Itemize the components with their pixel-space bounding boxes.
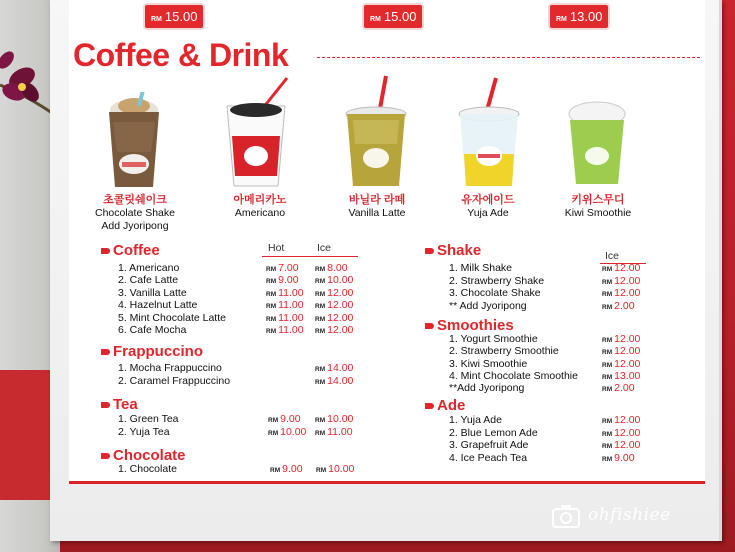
price-value: 11.00 <box>278 324 304 336</box>
menu-item-name: 4. Hazelnut Latte <box>118 299 198 312</box>
currency-label: RM <box>602 266 613 273</box>
currency-label: RM <box>266 328 277 335</box>
menu-item-name: 1. Americano <box>118 262 180 274</box>
currency-label: RM <box>268 430 279 437</box>
price <box>315 413 353 425</box>
currency-label: RM <box>315 303 326 311</box>
drink-card-vanilla-latte <box>327 194 427 220</box>
price <box>602 287 640 299</box>
price <box>602 370 640 382</box>
cup-bullet-icon <box>101 402 110 408</box>
currency-label: RM <box>315 430 326 437</box>
price <box>270 463 303 475</box>
menu-item-name: 2. Strawberry Smoothie <box>449 345 559 358</box>
drink-english-name: Chocolate Shake <box>95 207 175 219</box>
cup-bullet-icon <box>101 349 110 355</box>
price-value: 12.00 <box>614 262 641 274</box>
price-value: 12.00 <box>327 299 354 312</box>
currency-label: RM <box>151 16 162 23</box>
currency-label: RM <box>602 443 613 450</box>
currency-label: RM <box>266 315 277 323</box>
menu-item-name: 2. Caramel Frappuccino <box>118 375 231 387</box>
section-title: Chocolate <box>113 447 186 464</box>
menu-item-name: 1. Yuja Ade <box>449 414 502 426</box>
price <box>266 287 304 299</box>
cup-bullet-icon <box>425 248 434 254</box>
price-value: 12.00 <box>327 324 354 336</box>
menu-item-name: 6. Cafe Mocha <box>118 324 187 336</box>
drink-english-name: Americano <box>234 207 286 219</box>
currency-label: RM <box>266 290 277 298</box>
section-title: Tea <box>113 396 138 413</box>
price-amount: 15.00 <box>383 9 417 24</box>
price-value: 12.00 <box>327 286 354 299</box>
left-header-rule <box>262 256 358 257</box>
section-smoothies-heading <box>425 317 514 334</box>
price <box>602 382 635 394</box>
drink-korean-name: 키위스무디 <box>571 194 625 206</box>
drink-card-kiwi-smoothie <box>548 194 648 220</box>
price-value: 11.00 <box>278 299 304 312</box>
drink-card-yuja-ade <box>438 194 538 220</box>
price <box>602 358 640 370</box>
currency-label: RM <box>268 417 279 424</box>
menu-item-name: 1. Green Tea <box>118 413 179 425</box>
menu-item-name: ** Add Jyoripong <box>449 299 527 312</box>
currency-label: RM <box>316 467 327 474</box>
cup-bullet-icon <box>101 248 110 254</box>
price <box>602 333 640 345</box>
menu-title: Coffee & Drink <box>73 37 289 73</box>
price <box>266 324 304 336</box>
price-value: 12.00 <box>614 287 641 299</box>
price-value: 9.00 <box>280 413 301 425</box>
americano-cup-icon <box>223 76 289 190</box>
price <box>315 262 348 274</box>
currency-label: RM <box>315 278 326 286</box>
price <box>602 414 640 426</box>
watermark-text: ohfishiee <box>588 505 671 525</box>
price-value: 11.00 <box>278 311 304 324</box>
right-ice-column-header: Ice <box>605 250 620 262</box>
menu-item-name: 5. Mint Chocolate Latte <box>118 311 226 324</box>
price <box>315 312 353 324</box>
top-price-tag-2 <box>364 5 422 28</box>
section-title: Frappuccino <box>113 343 204 360</box>
price <box>266 262 299 274</box>
price-value: 7.00 <box>278 262 299 274</box>
price-value: 10.00 <box>327 413 354 425</box>
ice-column-header: Ice <box>317 242 332 254</box>
camera-icon <box>550 500 582 532</box>
currency-label: RM <box>370 16 381 23</box>
section-chocolate-heading <box>101 447 186 464</box>
drink-korean-name: 초콜릿쉐이크 <box>103 194 167 206</box>
price-value: 11.00 <box>327 426 353 438</box>
price-value: 2.00 <box>614 382 635 395</box>
drink-korean-name: 유자에이드 <box>461 194 515 206</box>
currency-label: RM <box>602 455 613 463</box>
price-value: 14.00 <box>327 375 354 387</box>
section-shake-heading <box>425 242 481 259</box>
section-coffee-heading <box>101 242 160 259</box>
price-value: 9.00 <box>282 463 303 475</box>
drink-card-chocolate-shake <box>80 194 190 233</box>
menu-item-name: 4. Mint Chocolate Smoothie <box>449 369 578 382</box>
currency-label: RM <box>266 266 277 273</box>
menu-item-name: 2. Blue Lemon Ade <box>449 426 538 439</box>
price-value: 12.00 <box>614 274 641 287</box>
menu-item-name: 3. Kiwi Smoothie <box>449 357 528 370</box>
currency-label: RM <box>266 303 277 311</box>
currency-label: RM <box>315 315 326 323</box>
top-price-tag-3 <box>550 5 608 28</box>
section-frappuccino-heading <box>101 343 203 360</box>
section-title: Smoothies <box>437 317 514 334</box>
currency-label: RM <box>315 417 326 424</box>
menu-item-name: **Add Jyoripong <box>449 382 525 395</box>
price-value: 13.00 <box>614 369 641 382</box>
drink-card-americano <box>210 194 310 220</box>
price <box>602 452 635 464</box>
price-value: 12.00 <box>614 439 641 451</box>
top-price-tag-1 <box>145 5 203 28</box>
menu-item-name: 2. Strawberry Shake <box>449 274 545 287</box>
section-title: Shake <box>437 242 482 259</box>
currency-label: RM <box>602 303 613 311</box>
currency-label: RM <box>315 328 326 335</box>
price <box>315 274 353 286</box>
price <box>602 439 640 451</box>
currency-label: RM <box>602 430 613 438</box>
currency-label: RM <box>315 379 326 386</box>
price-value: 10.00 <box>328 463 355 475</box>
drink-english-note: Add Jyoripong <box>101 220 169 232</box>
price-value: 12.00 <box>327 311 354 324</box>
yuja-ade-cup-icon <box>456 74 522 190</box>
price-amount: 15.00 <box>164 9 198 24</box>
currency-label: RM <box>266 278 277 286</box>
price-value: 2.00 <box>614 299 635 312</box>
price <box>602 300 635 312</box>
currency-label: RM <box>602 361 613 369</box>
section-ade-heading <box>425 397 465 414</box>
price-value: 12.00 <box>614 357 641 370</box>
price-value: 12.00 <box>614 414 641 426</box>
currency-label: RM <box>602 278 613 286</box>
cup-bullet-icon <box>101 453 110 459</box>
currency-label: RM <box>315 366 326 373</box>
menu-item-name: 1. Milk Shake <box>449 262 513 274</box>
cup-bullet-icon <box>425 323 434 329</box>
section-title: Ade <box>437 397 466 414</box>
drink-english-name: Yuja Ade <box>467 207 509 219</box>
menu-item-name: 2. Yuja Tea <box>118 426 170 438</box>
title-dashed-rule <box>317 57 700 58</box>
currency-label: RM <box>602 386 613 394</box>
menu-item-name: 1. Chocolate <box>118 463 177 475</box>
price <box>315 375 353 387</box>
price <box>315 426 353 438</box>
price <box>266 312 304 324</box>
kiwi-smoothie-cup-icon <box>566 74 628 188</box>
price-amount: 13.00 <box>569 9 603 24</box>
vanilla-latte-cup-icon <box>343 74 409 190</box>
menu-item-name: 3. Chocolate Shake <box>449 287 541 299</box>
drink-korean-name: 바닐라 라떼 <box>348 194 406 206</box>
currency-label: RM <box>315 290 326 298</box>
price <box>266 274 299 286</box>
price-value: 10.00 <box>327 274 354 287</box>
currency-label: RM <box>602 373 613 381</box>
price <box>315 324 353 336</box>
price <box>602 275 640 287</box>
price <box>266 299 304 311</box>
menu-item-name: 4. Ice Peach Tea <box>449 451 528 464</box>
cup-bullet-icon <box>425 403 434 409</box>
price <box>602 262 640 274</box>
price-value: 8.00 <box>327 262 348 274</box>
currency-label: RM <box>315 266 326 273</box>
price-value: 9.00 <box>278 274 299 287</box>
currency-label: RM <box>602 349 613 357</box>
drink-english-name: Kiwi Smoothie <box>564 207 632 219</box>
menu-item-name: 3. Grapefruit Ade <box>449 439 529 451</box>
section-title: Coffee <box>113 242 160 259</box>
drink-korean-name: 아메리카노 <box>233 194 287 206</box>
currency-label: RM <box>602 418 613 425</box>
section-tea-heading <box>101 396 138 413</box>
currency-label: RM <box>270 467 281 474</box>
menu-item-name: 2. Cafe Latte <box>118 274 179 287</box>
price-value: 12.00 <box>614 345 641 358</box>
price <box>602 345 640 357</box>
menu-item-name: 1. Yogurt Smoothie <box>449 333 538 345</box>
price <box>316 463 354 475</box>
menu-item-name: 1. Mocha Frappuccino <box>118 362 222 374</box>
price <box>602 427 640 439</box>
price <box>268 426 306 438</box>
chocolate-shake-cup-icon <box>103 92 165 192</box>
price-value: 14.00 <box>327 362 354 374</box>
currency-label: RM <box>556 16 567 23</box>
price <box>315 362 353 374</box>
price <box>315 287 353 299</box>
menu-item-name: 3. Vanilla Latte <box>118 286 187 299</box>
price-value: 12.00 <box>614 426 641 439</box>
price-value: 9.00 <box>614 451 635 464</box>
hot-column-header: Hot <box>268 242 285 254</box>
price-value: 10.00 <box>280 426 307 438</box>
price <box>268 413 301 425</box>
price <box>315 299 353 311</box>
price-value: 12.00 <box>614 333 641 345</box>
currency-label: RM <box>602 291 613 298</box>
currency-label: RM <box>602 337 613 344</box>
drink-english-name: Vanilla Latte <box>348 207 406 219</box>
price-value: 11.00 <box>278 286 304 299</box>
